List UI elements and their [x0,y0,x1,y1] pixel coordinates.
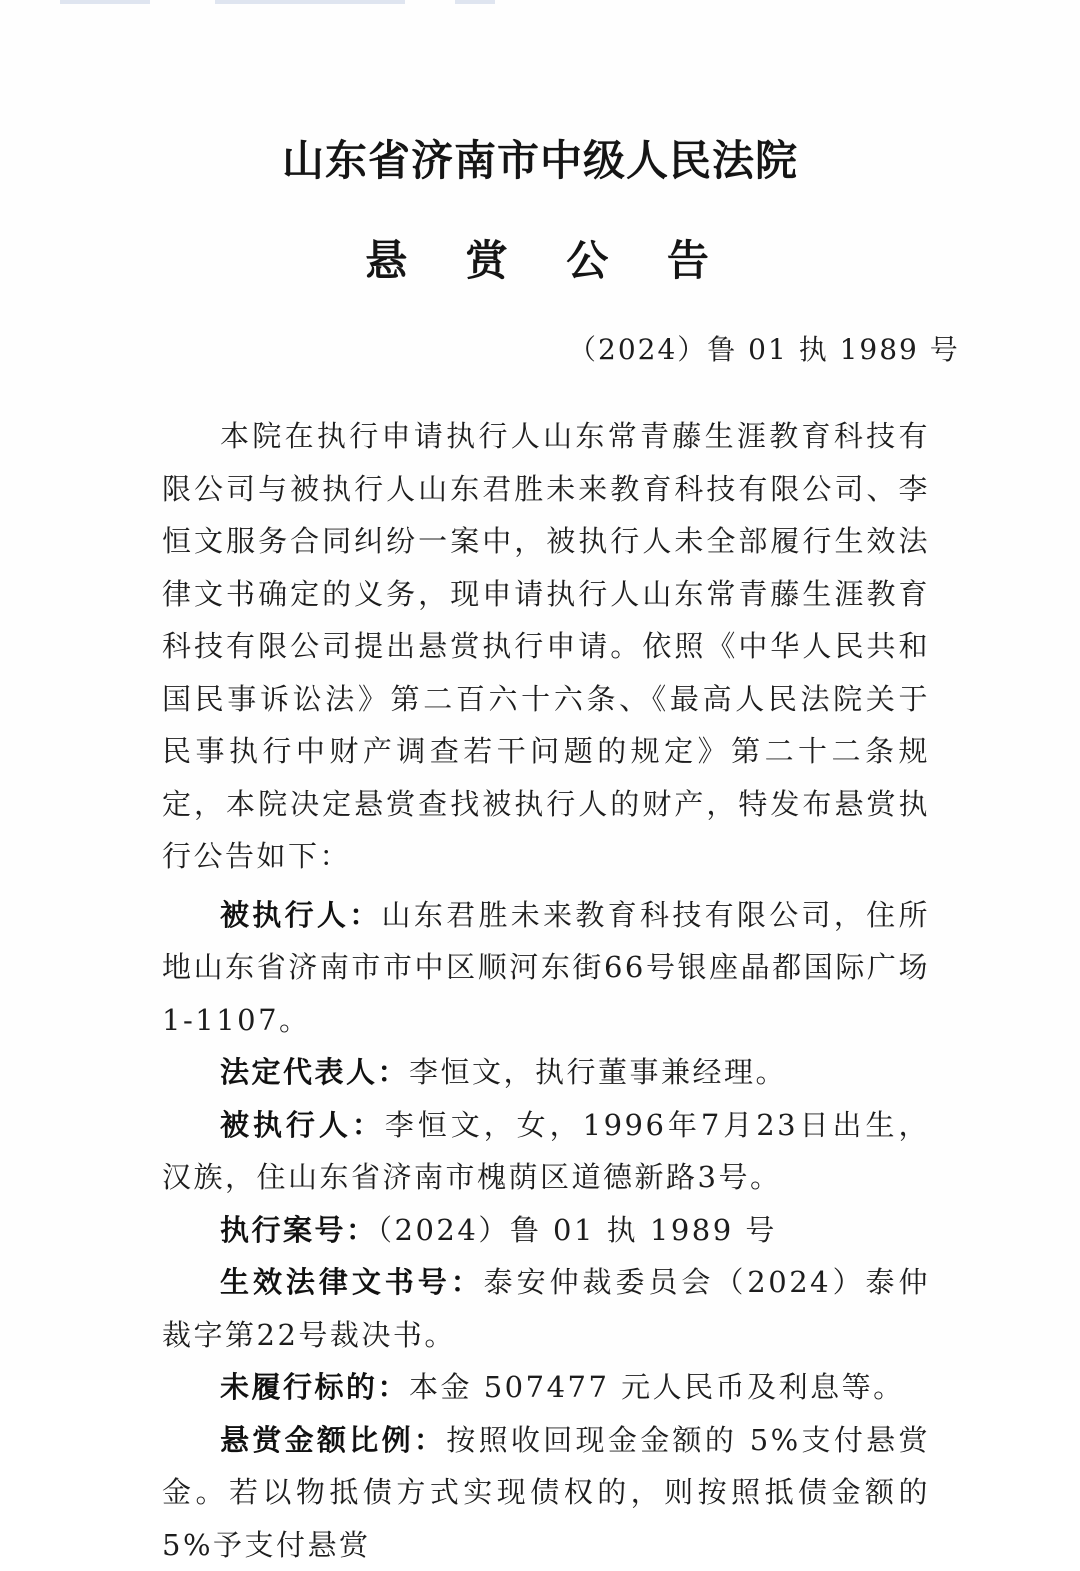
field-value: 李恒文，女，1996年7月23日出生，汉族，住山东省济南市槐荫区道德新路3号。 [162,1108,930,1195]
field-legal-document-number [162,1256,930,1361]
field-label: 被执行人： [220,1108,385,1142]
field-reward-ratio [162,1414,930,1571]
scan-edge-mark [455,0,495,4]
field-value: （2024）鲁 01 执 1989 号 [378,1213,777,1247]
field-value: 泰安仲裁委员会（2024）泰仲裁字第22号裁决书。 [162,1265,930,1352]
notice-body [162,410,930,1571]
scan-edge-mark [215,0,405,4]
field-respondent-company [162,889,930,1047]
field-respondent-person [162,1099,930,1204]
field-label: 执行案号： [220,1213,378,1247]
field-label: 悬赏金额比例： [220,1423,446,1457]
intro-paragraph: 本院在执行申请执行人山东常青藤生涯教育科技有限公司与被执行人山东君胜未来教育科技有限公司、李恒文服务合同纠纷一案中，被执行人未全部履行生效法律文书确定的义务，现申请执行人山东常青藤生涯教育科技有限公司提出悬赏执行申请。依照《中华人民共和国民事诉讼法》第二百六十六条、《最高人民法院关于民事执行中财产调查若干问题的规定》第二十二条规定，本院决定悬赏查找被执行人的财产，特发布悬赏执行公告如下： [162,410,930,883]
notice-title: 悬 赏 公 告 [0,228,1080,288]
case-number: （2024）鲁 01 执 1989 号 [568,328,960,368]
field-enforcement-case-number [162,1204,930,1257]
field-value: 本金 507477 元人民币及利息等。 [409,1370,905,1404]
field-value: 按照收回现金金额的 5%支付悬赏金。若以物抵债方式实现债权的，则按照抵债金额的 5%予支付悬赏 [162,1423,930,1562]
field-unfulfilled-subject [162,1361,930,1414]
scan-edge-mark [60,0,150,4]
court-name-heading: 山东省济南市中级人民法院 [0,128,1080,188]
field-label: 生效法律文书号： [220,1265,484,1299]
field-legal-representative [162,1046,930,1099]
field-value: 李恒文，执行董事兼经理。 [409,1055,787,1089]
field-label: 未履行标的： [220,1370,409,1404]
field-label: 法定代表人： [220,1055,409,1089]
field-value: 山东君胜未来教育科技有限公司，住所地山东省济南市市中区顺河东街66号银座晶都国际广场1-1107。 [162,898,930,1037]
field-label: 被执行人： [220,898,382,932]
